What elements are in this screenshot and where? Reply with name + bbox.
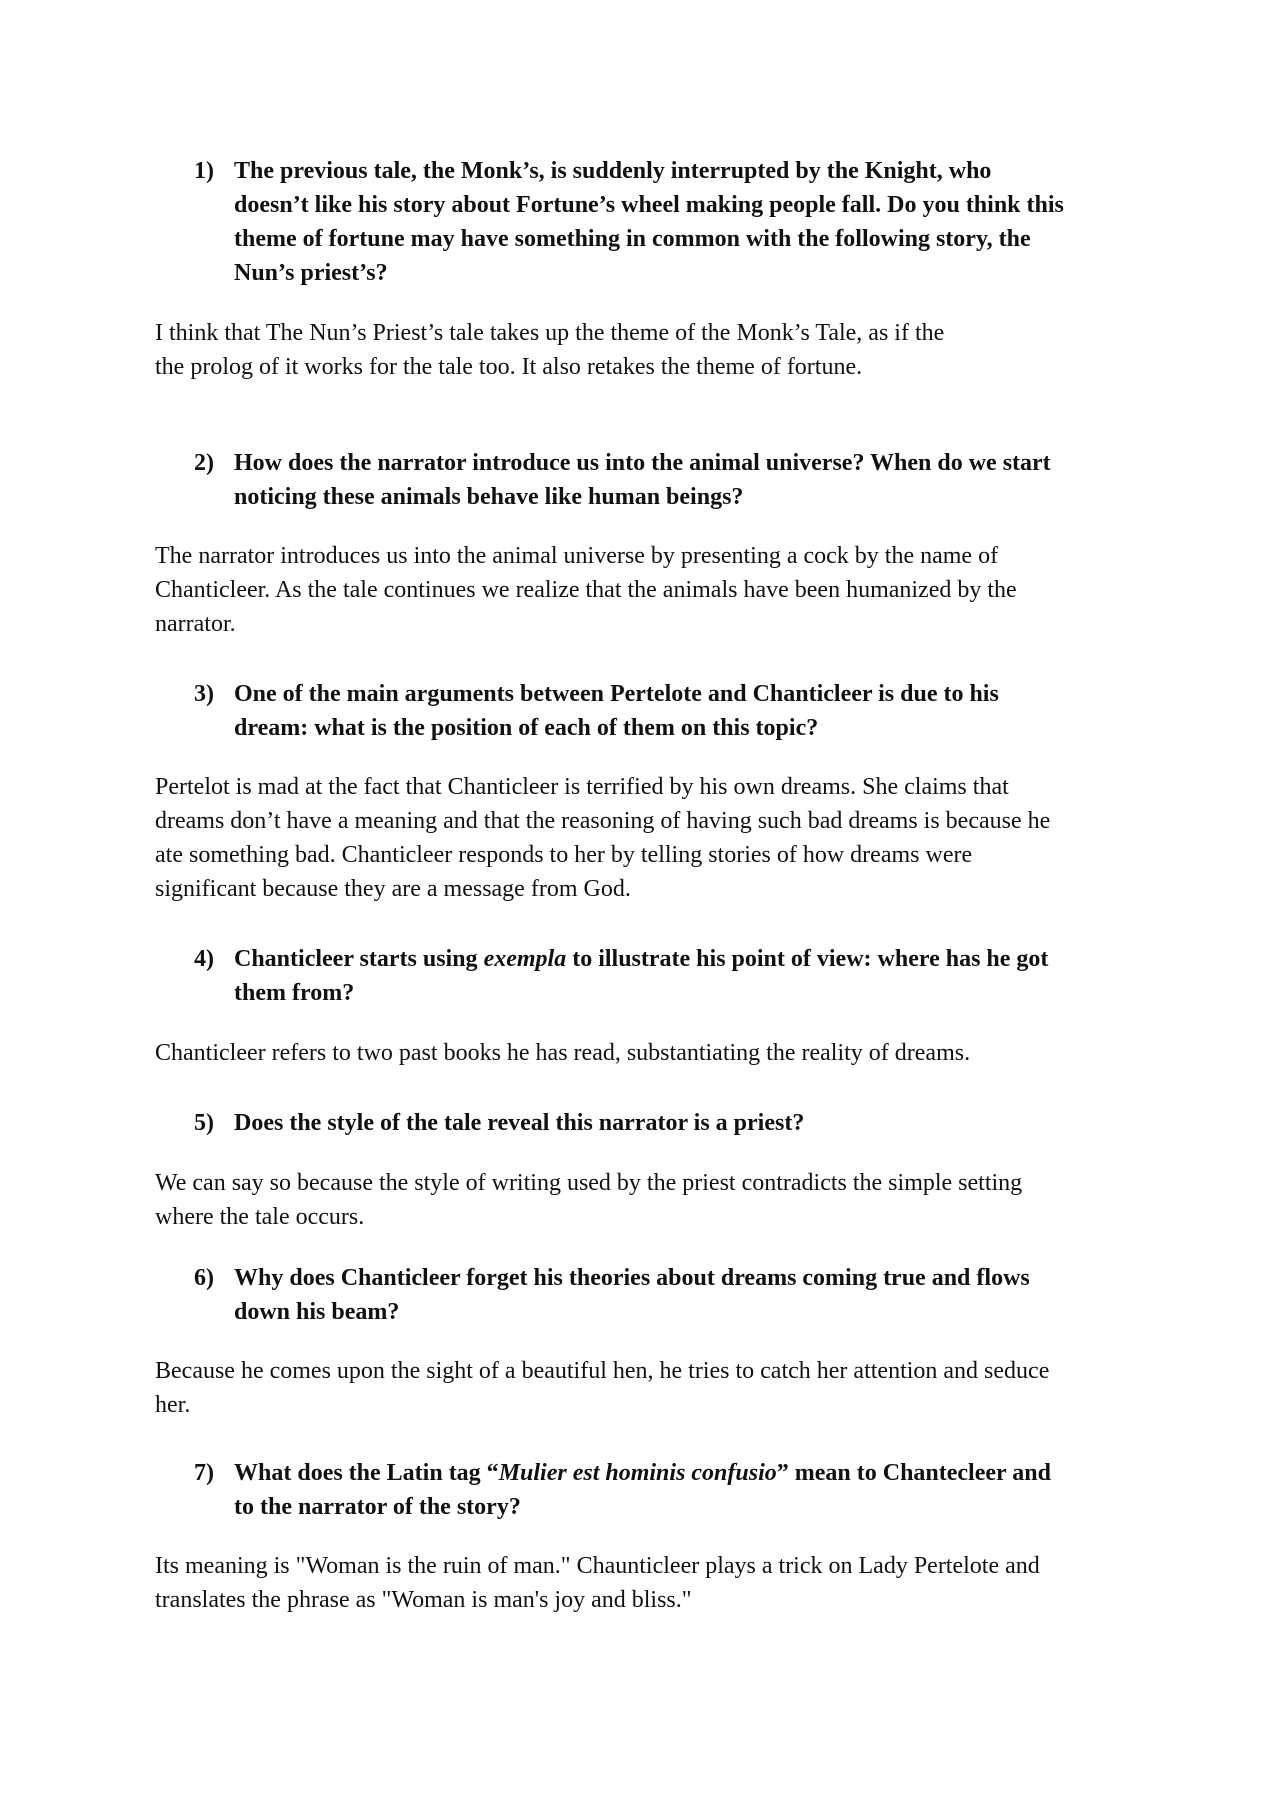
answer-3-line-3: ate something bad. Chanticleer responds to her by telling stories of how dreams were [155,842,973,868]
latin-tag: Mulier est hominis confusio [498,1460,777,1486]
answer-7-line-2: translates the phrase as "Woman is man's joy and bliss." [155,1587,692,1613]
answer-6 [155,1354,1155,1422]
question-1 [194,154,1154,290]
answer-3-line-4: significant because they are a message from God. [155,876,631,902]
answer-3-line-2: dreams don’t have a meaning and that the reasoning of having such bad dreams is because he [155,808,1051,834]
question-1-line-4: Nun’s priest’s? [234,260,388,286]
question-7-line-1: 7) What does the Latin tag “Mulier est hominis confusio” mean to Chantecleer and [194,1456,1154,1490]
answer-3 [155,770,1155,906]
answer-2-line-1: The narrator introduces us into the animal universe by presenting a cock by the name of [155,543,999,569]
question-5-line-1: 5) Does the style of the tale reveal this narrator is a priest? [194,1106,1154,1140]
question-6 [194,1261,1154,1329]
question-4-line-2: them from? [234,980,355,1006]
question-3 [194,677,1154,745]
question-7 [194,1456,1154,1524]
question-3-number: 3) [194,681,214,707]
question-2-number: 2) [194,450,214,476]
question-1-line-2: doesn’t like his story about Fortune’s wheel making people fall. Do you think this [234,192,1064,218]
answer-6-line-1: Because he comes upon the sight of a beautiful hen, he tries to catch her attention and seduce [155,1358,1050,1384]
answer-1 [155,316,1155,384]
answer-7 [155,1549,1155,1617]
question-1-line-1: 1) The previous tale, the Monk’s, is suddenly interrupted by the Knight, who [194,154,1154,188]
answer-1-line-1: I think that The Nun’s Priest’s tale takes up the theme of the Monk’s Tale, as if the [155,320,945,346]
question-7-number: 7) [194,1460,214,1486]
answer-5-line-1: We can say so because the style of writing used by the priest contradicts the simple setting [155,1170,1023,1196]
answer-1-line-2: the prolog of it works for the tale too. It also retakes the theme of fortune. [155,354,863,380]
answer-2-line-3: narrator. [155,611,236,637]
question-2 [194,446,1154,514]
answer-4 [155,1036,1155,1070]
exempla-term: exempla [483,946,567,972]
question-6-line-2: down his beam? [234,1299,400,1325]
question-4 [194,942,1154,1010]
answer-2 [155,539,1155,641]
question-3-line-2: dream: what is the position of each of them on this topic? [234,715,819,741]
question-4-number: 4) [194,946,214,972]
question-4-line-1: 4) Chanticleer starts using exempla to illustrate his point of view: where has he got [194,942,1154,976]
question-5-number: 5) [194,1110,214,1136]
answer-3-line-1: Pertelot is mad at the fact that Chanticleer is terrified by his own dreams. She claims that [155,774,1009,800]
question-5 [194,1106,1154,1140]
answer-5 [155,1166,1155,1234]
question-1-number: 1) [194,158,214,184]
question-2-line-2: noticing these animals behave like human beings? [234,484,744,510]
question-6-number: 6) [194,1265,214,1291]
question-3-line-1: 3) One of the main arguments between Pertelote and Chanticleer is due to his [194,677,1154,711]
answer-5-line-2: where the tale occurs. [155,1204,365,1230]
question-7-line-2: to the narrator of the story? [234,1494,521,1520]
question-2-line-1: 2) How does the narrator introduce us into the animal universe? When do we start [194,446,1154,480]
answer-4-line-1: Chanticleer refers to two past books he has read, substantiating the reality of dreams. [155,1040,971,1066]
question-1-line-3: theme of fortune may have something in common with the following story, the [234,226,1031,252]
answer-2-line-2: Chanticleer. As the tale continues we realize that the animals have been humanized by the [155,577,1017,603]
answer-6-line-2: her. [155,1392,191,1418]
question-6-line-1: 6) Why does Chanticleer forget his theories about dreams coming true and flows [194,1261,1154,1295]
answer-7-line-1: Its meaning is "Woman is the ruin of man." Chaunticleer plays a trick on Lady Pertelote and [155,1553,1040,1579]
